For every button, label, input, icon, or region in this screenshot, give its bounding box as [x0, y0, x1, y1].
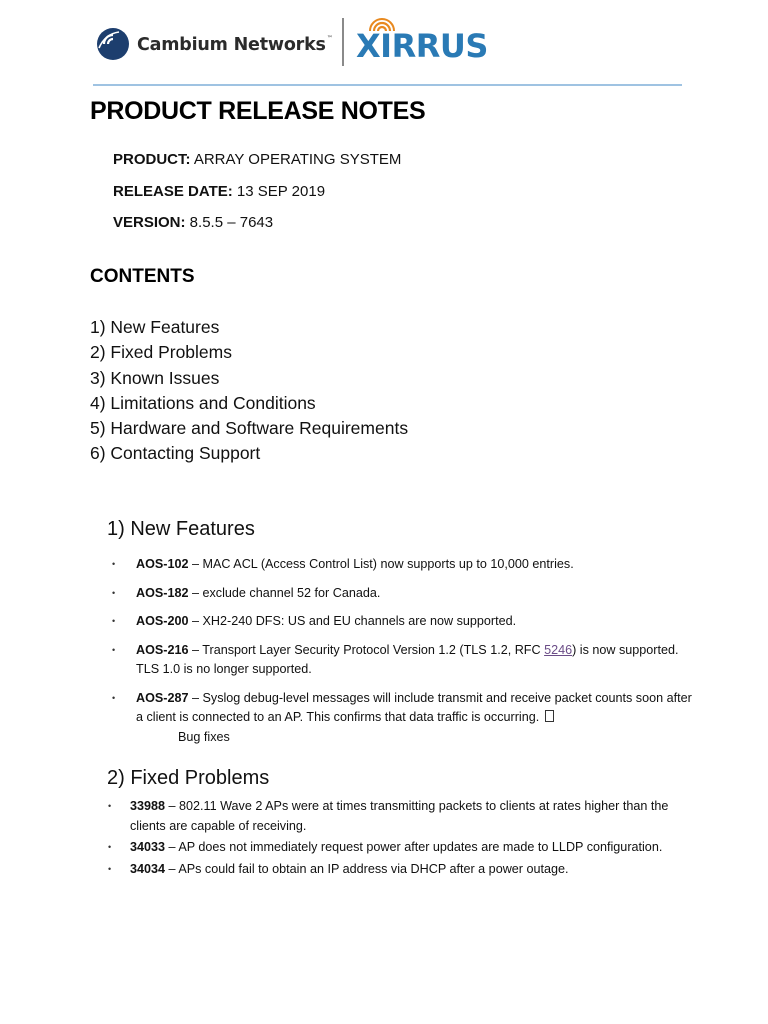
logo-divider — [342, 18, 344, 66]
list-item: • AOS-102 – MAC ACL (Access Control List) now supports up to 10,000 entries. — [136, 555, 696, 575]
list-item: • AOS-287 – Syslog debug-level messages will include transmit and receive packet counts soon after a client is connected to an AP. This confirms that data traffic is occurring. Bug fixes — [136, 689, 696, 748]
bullet: • — [108, 801, 112, 811]
bug-fixes-subline: Bug fixes — [178, 729, 230, 744]
list-item: • 33988 – 802.11 Wave 2 APs were at times transmitting packets to clients at rates higher than the clients are capable of receiving. — [108, 799, 669, 833]
contents-list — [90, 316, 408, 468]
list-item: • AOS-216 – Transport Layer Security Protocol Version 1.2 (TLS 1.2, RFC 5246) is now supported. TLS 1.0 is no longer supported. — [112, 642, 679, 676]
rfc-link[interactable]: 5246 — [544, 642, 573, 657]
new-features-list — [112, 555, 696, 747]
list-item: • 34033 – AP does not immediately request power after updates are made to LLDP configuration. — [130, 838, 675, 858]
bullet: • — [112, 587, 116, 598]
contents-item[interactable]: 1) New Features — [90, 317, 220, 337]
header-rule — [93, 84, 682, 86]
contents-item[interactable]: 6) Contacting Support — [90, 443, 261, 464]
list-item: • 34034 – APs could fail to obtain an IP address via DHCP after a power outage. — [130, 860, 675, 880]
cambium-logo-icon — [95, 26, 131, 62]
xirrus-logo-text: XIRRUS — [356, 27, 488, 65]
bullet: • — [112, 692, 116, 703]
contents-item[interactable]: 4) Limitations and Conditions — [90, 392, 316, 413]
bullet: • — [108, 863, 112, 874]
version-line: VERSION: 8.5.5 – 7643 — [113, 214, 274, 231]
release-date-line: RELEASE DATE: 13 SEP 2019 — [113, 183, 326, 200]
product-line: PRODUCT: ARRAY OPERATING SYSTEM — [113, 151, 402, 168]
list-item: • AOS-200 – XH2-240 DFS: US and EU channels are now supported. — [136, 612, 696, 632]
fixed-problems-heading: 2) Fixed Problems — [107, 767, 270, 789]
cambium-logo-text: Cambium Networks™ — [137, 35, 333, 55]
bullet: • — [112, 644, 116, 655]
contents-item[interactable]: 3) Known Issues — [90, 367, 220, 388]
contents-item[interactable]: 5) Hardware and Software Requirements — [90, 418, 409, 439]
bullet: • — [108, 842, 112, 852]
bullet: • — [112, 616, 116, 626]
contents-item[interactable]: 2) Fixed Problems — [90, 342, 232, 363]
document-title: PRODUCT RELEASE NOTES — [90, 97, 426, 125]
fixed-problems-list — [108, 797, 675, 879]
contents-heading: CONTENTS — [90, 266, 195, 287]
list-item: • AOS-182 – exclude channel 52 for Canada. — [136, 584, 696, 604]
new-features-heading: 1) New Features — [107, 518, 255, 540]
bullet: • — [112, 559, 116, 569]
missing-glyph-icon — [545, 710, 554, 722]
